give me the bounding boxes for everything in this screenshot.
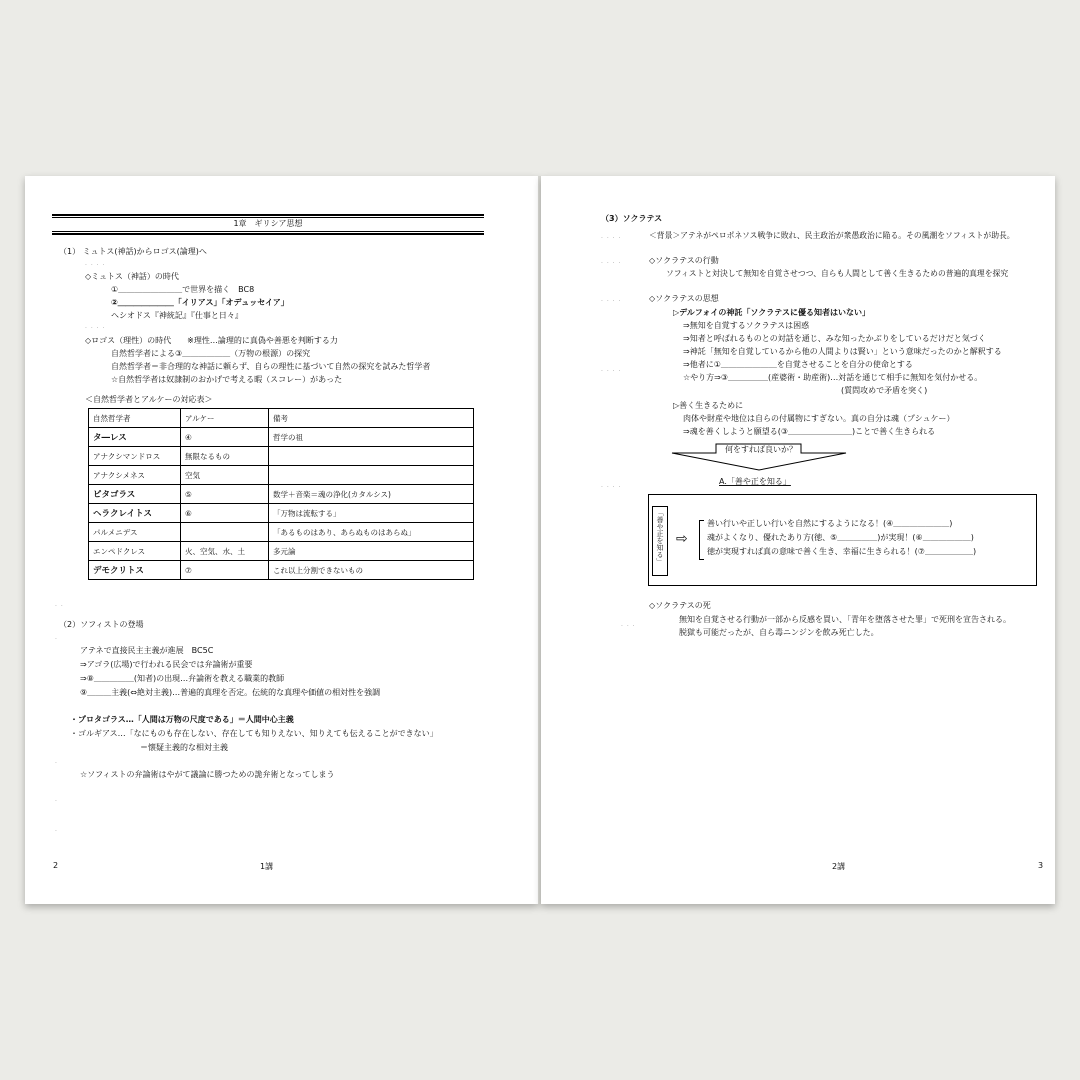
- mythos-line-3: ヘシオドス『神統記』『仕事と日々』: [111, 311, 243, 320]
- good-knowledge-box: [648, 494, 1037, 586]
- gorgias-line: ・ゴルギアス…「なにものも存在しない、存在しても知りえない、知りえても伝えることができない」: [70, 729, 438, 738]
- sophist-line-3: ⇒⑧＿＿＿＿＿(知者)の出現…弁論術を教える職業的教師: [80, 674, 285, 683]
- sophist-line-1: アテネで直接民主主義が進展 BC5C: [80, 646, 214, 655]
- title-rule-bottom-thin: [52, 231, 484, 232]
- table-cell: [181, 523, 269, 542]
- live-well-line-1: 肉体や財産や地位は自らの付属物にすぎない。真の自分は魂（プシュケー）: [683, 414, 955, 423]
- sophist-line-2: ⇒アゴラ(広場)で行われる民会では弁論術が重要: [80, 660, 253, 669]
- protagoras-quote: ・プロタゴラス…「人間は万物の尺度である」＝人間中心主義: [70, 715, 294, 724]
- logos-line-2: 自然哲学者＝非合理的な神話に頼らず、自らの理性に基づいて自然の探究を試みた哲学者: [111, 362, 431, 371]
- mythos-line-2: ②＿＿＿＿＿＿＿「イリアス」「オデュッセイア」: [111, 298, 289, 307]
- table-header-row: [89, 409, 474, 428]
- answer-label: A.「善や正を知る」: [719, 477, 791, 486]
- table-cell: 無限なるもの: [181, 447, 269, 466]
- dot-leader: .: [55, 634, 58, 641]
- mythos-line-1: ①＿＿＿＿＿＿＿＿で世界を描く BC8: [111, 285, 255, 294]
- table-cell: 火、空気、水、土: [181, 542, 269, 561]
- table-row: [89, 485, 474, 504]
- section-1-heading: （1） ミュトス(神話)からロゴス(論理)へ: [59, 247, 207, 256]
- dot-leader: .: [55, 796, 58, 803]
- table-cell: アナクシマンドロス: [89, 447, 181, 466]
- table-cell: 空気: [181, 466, 269, 485]
- title-rule-bottom: [52, 233, 484, 235]
- dot-leader: .: [55, 826, 58, 833]
- table-cell: 「あるものはあり、あらぬものはあらぬ」: [269, 523, 474, 542]
- thought-line-5: ☆やり方⇒③＿＿＿＿＿(産婆術・助産術)…対話を通じて相手に無知を気付かせる。: [683, 373, 983, 382]
- sophist-note: ☆ソフィストの弁論術はやがて議論に勝つための詭弁術となってしまう: [80, 770, 335, 779]
- dot-leader: . . . .: [85, 260, 106, 267]
- lecture-label: 1講: [260, 862, 274, 871]
- table-cell: 哲学の祖: [269, 428, 474, 447]
- box-line-2: 魂がよくなり、優れたあり方(徳、⑤＿＿＿＿＿)が実現！(⑥＿＿＿＿＿＿): [707, 533, 974, 542]
- box-line-3: 徳が実現すれば真の意味で善く生き、幸福に生きられる！(⑦＿＿＿＿＿＿): [707, 547, 977, 556]
- arrow-question: 何をすれば良いか？: [725, 445, 797, 454]
- right-arrow-icon: ⇨: [676, 531, 688, 547]
- table-cell: ヘラクレイトス: [89, 504, 181, 523]
- chapter-title: 1章 ギリシア思想: [233, 219, 303, 228]
- death-line-2: 脱獄も可能だったが、自ら毒ニンジンを飲み死亡した。: [679, 628, 879, 637]
- box-side-label: 「善や正を知る」: [656, 509, 664, 565]
- thought-line-3: ⇒神託「無知を自覚しているから他の人間よりは賢い」という意味だったのかと解釈する: [683, 347, 1002, 356]
- title-rule-top: [52, 214, 484, 216]
- table-row: [89, 542, 474, 561]
- book-spread: [25, 176, 1055, 904]
- background-line: ＜背景＞アテネがペロポネソス戦争に敗れ、民主政治が衆愚政治に陥る。その風潮をソフィストが助長。: [649, 231, 1015, 240]
- page-number: 3: [1038, 861, 1044, 870]
- philosopher-table: [88, 408, 474, 580]
- dot-leader: . . .: [621, 621, 636, 628]
- right-page: [541, 176, 1055, 904]
- action-line-1: ソフィストと対決して無知を自覚させつつ、自らも人間として善く生きるための普遍的真理を探究: [666, 269, 1009, 278]
- action-heading: ◇ソクラテスの行動: [649, 256, 719, 265]
- logos-line-1: 自然哲学者による③＿＿＿＿＿＿（万物の根源）の探究: [111, 349, 311, 358]
- table-cell: ④: [181, 428, 269, 447]
- thought-line-2: ⇒知者と呼ばれるものとの対話を通じ、みな知ったかぶりをしているだけだと気づく: [683, 334, 986, 343]
- table-header-cell: アルケー: [181, 409, 269, 428]
- delphi-oracle: ▷デルフォイの神託「ソクラテスに優る知者はいない」: [673, 308, 870, 317]
- dot-leader: . . . .: [601, 366, 622, 373]
- table-cell: [269, 466, 474, 485]
- dot-leader: . . . .: [601, 233, 622, 240]
- table-row: [89, 504, 474, 523]
- live-well-heading: ▷善く生きるために: [673, 401, 744, 410]
- table-cell: アナクシメネス: [89, 466, 181, 485]
- page-number: 2: [53, 861, 59, 870]
- thought-line-6: (質問攻めで矛盾を突く): [841, 386, 928, 395]
- death-line-1: 無知を自覚させる行動が一部から反感を買い、「青年を堕落させた罪」で死刑を宣告される。: [679, 615, 1011, 624]
- protagoras-line: [70, 715, 294, 725]
- table-row: [89, 466, 474, 485]
- thought-heading: ◇ソクラテスの思想: [649, 294, 719, 303]
- table-cell: 「万物は流転する」: [269, 504, 474, 523]
- table-cell: デモクリトス: [89, 561, 181, 580]
- logos-line-3: ☆自然哲学者は奴隷制のおかげで考える暇（スコレー）があった: [111, 375, 343, 384]
- sophist-line-4: ⑨＿＿＿主義(⇔絶対主義)…普遍的真理を否定。伝統的な真理や価値の相対性を強調: [80, 688, 381, 697]
- table-cell: ピタゴラス: [89, 485, 181, 504]
- thought-line-1: ⇒無知を自覚するソクラテスは困惑: [683, 321, 810, 330]
- dot-leader: . .: [55, 601, 64, 608]
- left-page: [25, 176, 538, 904]
- dot-leader: . . . .: [601, 296, 622, 303]
- table-cell: これ以上分割できないもの: [269, 561, 474, 580]
- table-header-cell: 自然哲学者: [89, 409, 181, 428]
- table-cell: 数学＋音楽＝魂の浄化(カタルシス): [269, 485, 474, 504]
- lecture-label: 2講: [832, 862, 846, 871]
- box-line-1: 善い行いや正しい行いを自然にするようになる！(④＿＿＿＿＿＿＿): [707, 519, 953, 528]
- table-caption: ＜自然哲学者とアルケーの対応表＞: [85, 395, 213, 404]
- logos-heading: ◇ロゴス（理性）の時代 ※理性…論理的に真偽や善悪を判断する力: [85, 336, 338, 345]
- mythos-heading: ◇ミュトス（神話）の時代: [85, 272, 179, 281]
- section-2-heading: （2）ソフィストの登場: [59, 620, 144, 629]
- dot-leader: . . . .: [601, 258, 622, 265]
- live-well-line-2: ⇒魂を善くしようと願望る(③＿＿＿＿＿＿＿＿)ことで善く生きられる: [683, 427, 936, 436]
- dot-leader: .: [55, 758, 58, 765]
- death-heading: ◇ソクラテスの死: [649, 601, 711, 610]
- table-row: [89, 428, 474, 447]
- table-cell: エンペドクレス: [89, 542, 181, 561]
- table-row: [89, 523, 474, 542]
- table-cell: ⑥: [181, 504, 269, 523]
- table-cell: パルメニデス: [89, 523, 181, 542]
- table-row: [89, 447, 474, 466]
- box-side-label-frame: [652, 506, 668, 576]
- table-cell: ⑤: [181, 485, 269, 504]
- table-cell: ⑦: [181, 561, 269, 580]
- bracket: [699, 520, 704, 560]
- gorgias-sub: ＝懐疑主義的な相対主義: [140, 743, 228, 752]
- section-3-heading: [601, 214, 662, 224]
- table-cell: [269, 447, 474, 466]
- table-header-cell: 備考: [269, 409, 474, 428]
- table-cell: 多元論: [269, 542, 474, 561]
- table-row: [89, 561, 474, 580]
- section-3-title: （3）ソクラテス: [601, 214, 663, 223]
- thought-line-4: ⇒他者に①＿＿＿＿＿＿＿を自覚させることを自分の使命とする: [683, 360, 913, 369]
- title-rule-top-thin: [52, 217, 484, 218]
- table-cell: タ―レス: [89, 428, 181, 447]
- dot-leader: . . . .: [601, 482, 622, 489]
- dot-leader: . . . .: [85, 323, 106, 330]
